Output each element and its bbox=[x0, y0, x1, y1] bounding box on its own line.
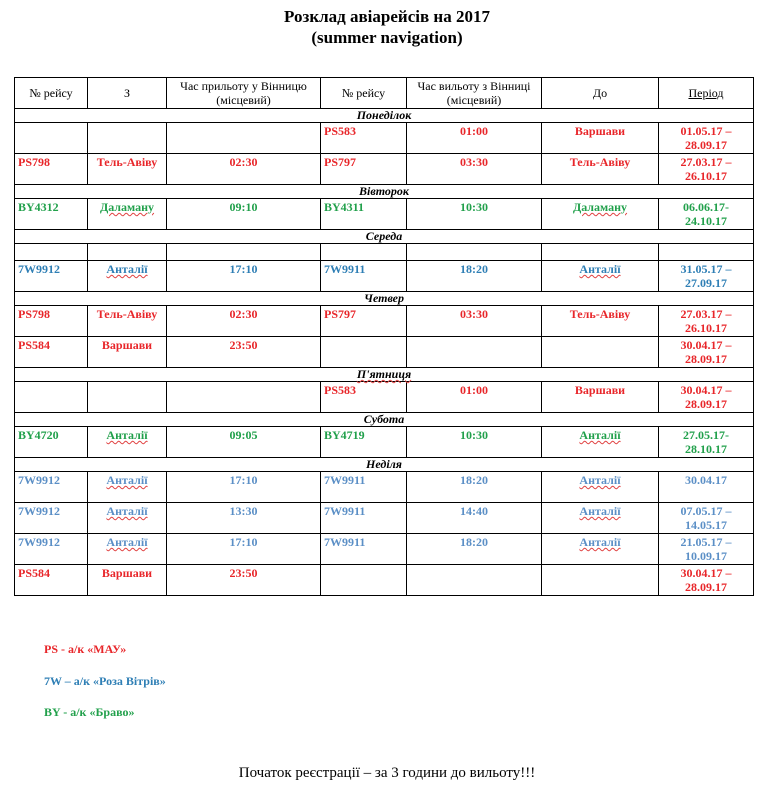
departure-time bbox=[407, 337, 542, 368]
day-row-saturday bbox=[15, 413, 754, 427]
table-row bbox=[15, 154, 754, 185]
destination: Варшави bbox=[542, 123, 659, 154]
origin: Варшави bbox=[88, 337, 167, 368]
table-row bbox=[15, 503, 754, 534]
table-row bbox=[15, 261, 754, 292]
origin: Анталії bbox=[106, 504, 148, 518]
departure-time: 01:00 bbox=[407, 382, 542, 413]
destination: Анталії bbox=[579, 535, 621, 549]
period: 30.04.17 – 28.09.17 bbox=[659, 382, 754, 413]
table-row bbox=[15, 123, 754, 154]
arrival-time: 23:50 bbox=[167, 565, 321, 596]
origin: Тель-Авіву bbox=[88, 306, 167, 337]
origin bbox=[88, 123, 167, 154]
registration-note: Початок реєстрації – за 3 години до вильоту!!! bbox=[238, 765, 536, 781]
period: 06.06.17- 24.10.17 bbox=[659, 199, 754, 230]
day-row-thursday bbox=[15, 292, 754, 306]
header-departure-flight: № рейсу bbox=[321, 78, 407, 109]
arrival-flight: PS584 bbox=[15, 565, 88, 596]
period: 27.05.17- 28.10.17 bbox=[659, 427, 754, 458]
arrival-flight: 7W9912 bbox=[15, 503, 88, 534]
arrival-flight: PS798 bbox=[15, 154, 88, 185]
arrival-time: 17:10 bbox=[167, 261, 321, 292]
arrival-time: 17:10 bbox=[167, 472, 321, 503]
table-row bbox=[15, 565, 754, 596]
period: 30.04.17 bbox=[659, 472, 754, 503]
table-row bbox=[15, 382, 754, 413]
table-row bbox=[15, 199, 754, 230]
period: 07.05.17 – 14.05.17 bbox=[659, 503, 754, 534]
departure-flight: BY4719 bbox=[321, 427, 407, 458]
day-label-monday: Понеділок bbox=[356, 108, 412, 122]
arrival-time bbox=[167, 382, 321, 413]
day-label-saturday: Субота bbox=[363, 412, 405, 426]
origin: Даламану bbox=[99, 200, 155, 214]
arrival-time bbox=[167, 123, 321, 154]
day-label-tuesday: Вівторок bbox=[359, 184, 409, 198]
day-row-wednesday bbox=[15, 230, 754, 244]
arrival-flight: PS584 bbox=[15, 337, 88, 368]
departure-flight: PS583 bbox=[321, 123, 407, 154]
origin: Анталії bbox=[106, 428, 148, 442]
departure-flight bbox=[321, 337, 407, 368]
arrival-time: 09:05 bbox=[167, 427, 321, 458]
destination: Даламану bbox=[572, 200, 628, 214]
arrival-flight: PS798 bbox=[15, 306, 88, 337]
origin bbox=[88, 382, 167, 413]
departure-flight: PS797 bbox=[321, 154, 407, 185]
period: 30.04.17 – 28.09.17 bbox=[659, 565, 754, 596]
departure-flight bbox=[321, 565, 407, 596]
departure-flight: BY4311 bbox=[321, 199, 407, 230]
departure-time: 14:40 bbox=[407, 503, 542, 534]
departure-flight: PS583 bbox=[321, 382, 407, 413]
departure-time: 18:20 bbox=[407, 534, 542, 565]
arrival-time: 13:30 bbox=[167, 503, 321, 534]
header-to: До bbox=[542, 78, 659, 109]
destination bbox=[542, 565, 659, 596]
header-arrival-time: Час прильоту у Вінницю (місцевий) bbox=[167, 78, 321, 109]
period: 01.05.17 – 28.09.17 bbox=[659, 123, 754, 154]
table-row bbox=[15, 472, 754, 503]
arrival-flight: 7W9912 bbox=[15, 472, 88, 503]
arrival-time: 02:30 bbox=[167, 154, 321, 185]
day-label-friday: П'ятниця bbox=[356, 367, 412, 381]
origin: Анталії bbox=[106, 473, 148, 487]
destination: Тель-Авіву bbox=[542, 154, 659, 185]
origin: Варшави bbox=[88, 565, 167, 596]
page-title bbox=[0, 6, 774, 48]
title-line-2: (summer navigation) bbox=[311, 28, 463, 47]
header-departure-time: Час вильоту з Вінниці (місцевий) bbox=[407, 78, 542, 109]
departure-time: 03:30 bbox=[407, 154, 542, 185]
destination: Анталії bbox=[579, 262, 621, 276]
day-row-monday bbox=[15, 109, 754, 123]
table-row bbox=[15, 427, 754, 458]
departure-flight: 7W9911 bbox=[321, 261, 407, 292]
period: 31.05.17 – 27.09.17 bbox=[659, 261, 754, 292]
header-arrival-flight: № рейсу bbox=[15, 78, 88, 109]
legend-by: BY - а/к «Браво» bbox=[44, 705, 135, 719]
origin: Анталії bbox=[106, 262, 148, 276]
table-row bbox=[15, 306, 754, 337]
period: 30.04.17 – 28.09.17 bbox=[659, 337, 754, 368]
arrival-flight bbox=[15, 123, 88, 154]
departure-flight: PS797 bbox=[321, 306, 407, 337]
day-label-sunday: Неділя bbox=[366, 457, 402, 471]
origin: Анталії bbox=[106, 535, 148, 549]
day-label-wednesday: Середа bbox=[365, 229, 403, 243]
period: 27.03.17 – 26.10.17 bbox=[659, 154, 754, 185]
destination: Анталії bbox=[579, 428, 621, 442]
arrival-flight: BY4312 bbox=[15, 199, 88, 230]
departure-time: 18:20 bbox=[407, 472, 542, 503]
legend-ps: PS - а/к «МАУ» bbox=[44, 642, 127, 656]
origin: Тель-Авіву bbox=[88, 154, 167, 185]
arrival-flight: BY4720 bbox=[15, 427, 88, 458]
table-header-row bbox=[15, 78, 754, 109]
arrival-time: 23:50 bbox=[167, 337, 321, 368]
day-row-tuesday bbox=[15, 185, 754, 199]
arrival-time: 02:30 bbox=[167, 306, 321, 337]
period: 21.05.17 – 10.09.17 bbox=[659, 534, 754, 565]
arrival-time: 09:10 bbox=[167, 199, 321, 230]
destination: Анталії bbox=[579, 504, 621, 518]
arrival-flight: 7W9912 bbox=[15, 534, 88, 565]
departure-flight: 7W9911 bbox=[321, 472, 407, 503]
blank-row bbox=[15, 244, 754, 261]
day-label-thursday: Четвер bbox=[363, 291, 405, 305]
departure-time bbox=[407, 565, 542, 596]
destination: Варшави bbox=[542, 382, 659, 413]
legend-7w: 7W – а/к «Роза Вітрів» bbox=[44, 674, 166, 688]
title-line-1: Розклад авіарейсів на 2017 bbox=[284, 7, 490, 26]
departure-time: 10:30 bbox=[407, 199, 542, 230]
day-row-sunday bbox=[15, 458, 754, 472]
day-row-friday bbox=[15, 368, 754, 382]
arrival-flight bbox=[15, 382, 88, 413]
header-period: Період bbox=[659, 78, 754, 109]
schedule-table bbox=[14, 77, 754, 596]
destination: Анталії bbox=[579, 473, 621, 487]
destination bbox=[542, 337, 659, 368]
departure-time: 01:00 bbox=[407, 123, 542, 154]
arrival-time: 17:10 bbox=[167, 534, 321, 565]
departure-time: 03:30 bbox=[407, 306, 542, 337]
table-row bbox=[15, 337, 754, 368]
period: 27.03.17 – 26.10.17 bbox=[659, 306, 754, 337]
departure-time: 10:30 bbox=[407, 427, 542, 458]
arrival-flight: 7W9912 bbox=[15, 261, 88, 292]
departure-flight: 7W9911 bbox=[321, 534, 407, 565]
departure-time: 18:20 bbox=[407, 261, 542, 292]
header-from: З bbox=[88, 78, 167, 109]
departure-flight: 7W9911 bbox=[321, 503, 407, 534]
table-row bbox=[15, 534, 754, 565]
destination: Тель-Авіву bbox=[542, 306, 659, 337]
